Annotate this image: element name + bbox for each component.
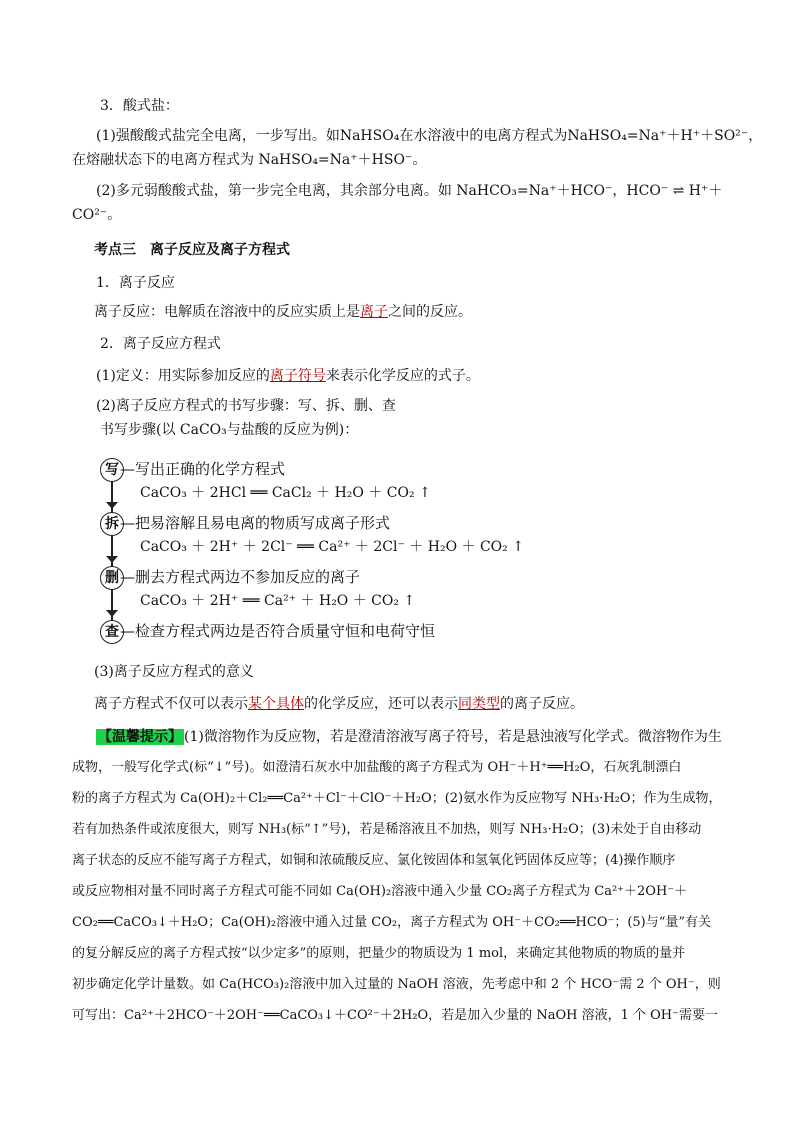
step-split-text: —把易溶解且易电离的物质写成离子形式 (120, 514, 391, 532)
step-delete-text: —删去方程式两边不参加反应的离子 (120, 568, 361, 586)
section-heading: 考点三 离子反应及离子方程式 (94, 242, 290, 258)
highlight-term: 同类型 (458, 696, 500, 712)
arrow-down-icon (106, 610, 118, 617)
paragraph: 书写步骤(以 CaCO₃与盐酸的反应为例)： (100, 422, 359, 438)
paragraph: (1)定义：用实际参加反应的离子符号来表示化学反应的式子。 (96, 368, 480, 384)
highlight-term: 离子 (360, 304, 388, 320)
step-write-circle: 写 (100, 458, 124, 482)
tip-paragraph: 【温馨提示】 (1)微溶物作为反应物，若是澄清溶液写离子符号，若是悬浊液写化学式。微溶物作为生 (98, 729, 722, 745)
step-delete-equation: CaCO₃ ＋ 2H⁺ ══ Ca²⁺ ＋ H₂O ＋ CO₂ ↑ (140, 593, 416, 609)
subheading: 2．离子反应方程式 (100, 336, 221, 352)
tip-line: 粉的离子方程式为 Ca(OH)₂＋Cl₂══Ca²⁺＋Cl⁻＋ClO⁻＋H₂O；(2)氨水作为反应物写 NH₃·H₂O；作为生成物， (72, 791, 722, 806)
highlight-term: 离子符号 (269, 368, 326, 384)
paragraph: (1)强酸酸式盐完全电离，一步写出。如NaHSO₄在水溶液中的电离方程式为NaHSO₄=Na⁺＋H⁺＋SO²⁻， (96, 128, 763, 144)
tip-line: 初步确定化学计量数。如 Ca(HCO₃)₂溶液中加入过量的 NaOH 溶液，先考虑中和 2 个 HCO⁻需 2 个 OH⁻，则 (72, 977, 721, 992)
tip-line: 若有加热条件或浓度很大，则写 NH₃(标“↑”号)，若是稀溶液且不加热，则写 NH₃·H₂O；(3)未处于自由移动 (72, 822, 702, 837)
subheading: (3)离子反应方程式的意义 (94, 664, 254, 680)
paragraph: 离子反应：电解质在溶液中的反应实质上是离子之间的反应。 (94, 304, 472, 320)
step-delete-circle: 删 (100, 566, 124, 590)
arrow-down-icon (106, 502, 118, 509)
step-split-equation: CaCO₃ ＋ 2H⁺ ＋ 2Cl⁻ ══ Ca²⁺ ＋ 2Cl⁻ ＋ H₂O ＋ CO₂ ↑ (140, 539, 524, 555)
steps-diagram (100, 458, 524, 648)
tip-line: CO₂══CaCO₃↓＋H₂O；Ca(OH)₂溶液中通入过量 CO₂，离子方程式为 OH⁻＋CO₂══HCO⁻；(5)与“量”有关 (72, 915, 712, 930)
paragraph: 离子方程式不仅可以表示某个具体的化学反应，还可以表示同类型的离子反应。 (94, 696, 584, 712)
step-write-equation: CaCO₃ ＋ 2HCl ══ CaCl₂ ＋ H₂O ＋ CO₂ ↑ (140, 485, 431, 501)
paragraph: CO²⁻。 (72, 207, 122, 223)
paragraph: (2)离子反应方程式的书写步骤：写、拆、删、查 (96, 398, 396, 414)
paragraph: (2)多元弱酸酸式盐，第一步完全电离，其余部分电离。如 NaHCO₃=Na⁺＋HCO⁻，HCO⁻ ⇌ H⁺＋ (96, 183, 723, 199)
step-split-circle: 拆 (100, 512, 124, 536)
section-title: 3．酸式盐： (100, 98, 179, 114)
tip-line: 离子状态的反应不能写离子方程式，如铜和浓硫酸反应、氯化铵固体和氢氧化钙固体反应等；(4)操作顺序 (72, 853, 676, 868)
tip-line: 可写出：Ca²⁺＋2HCO⁻＋2OH⁻══CaCO₃↓＋CO²⁻＋2H₂O，若是加入少量的 NaOH 溶液，1 个 OH⁻需要一 (72, 1008, 718, 1023)
tip-line: 或反应物相对量不同时离子方程式可能不同如 Ca(OH)₂溶液中通入少量 CO₂离子方程式为 Ca²⁺＋2OH⁻＋ (72, 884, 688, 899)
step-check-text: —检查方程式两边是否符合质量守恒和电荷守恒 (120, 622, 436, 640)
tip-tag: 【温馨提示】 (98, 729, 182, 745)
paragraph: 在熔融状态下的电离方程式为 NaHSO₄=Na⁺＋HSO⁻。 (72, 152, 427, 168)
step-write-text: —写出正确的化学方程式 (120, 460, 286, 478)
subheading: 1．离子反应 (96, 275, 175, 291)
tip-line: 的复分解反应的离子方程式按“以少定多”的原则，把量少的物质设为 1 mol，来确定其他物质的物质的量并 (72, 946, 686, 961)
step-check-circle: 查 (100, 620, 124, 644)
arrow-down-icon (106, 556, 118, 563)
tip-line: 成物，一般写化学式(标“↓”号)。如澄清石灰水中加盐酸的离子方程式为 OH⁻＋H⁺══H₂O，石灰乳制漂白 (72, 760, 682, 775)
highlight-term: 某个具体 (248, 696, 304, 712)
